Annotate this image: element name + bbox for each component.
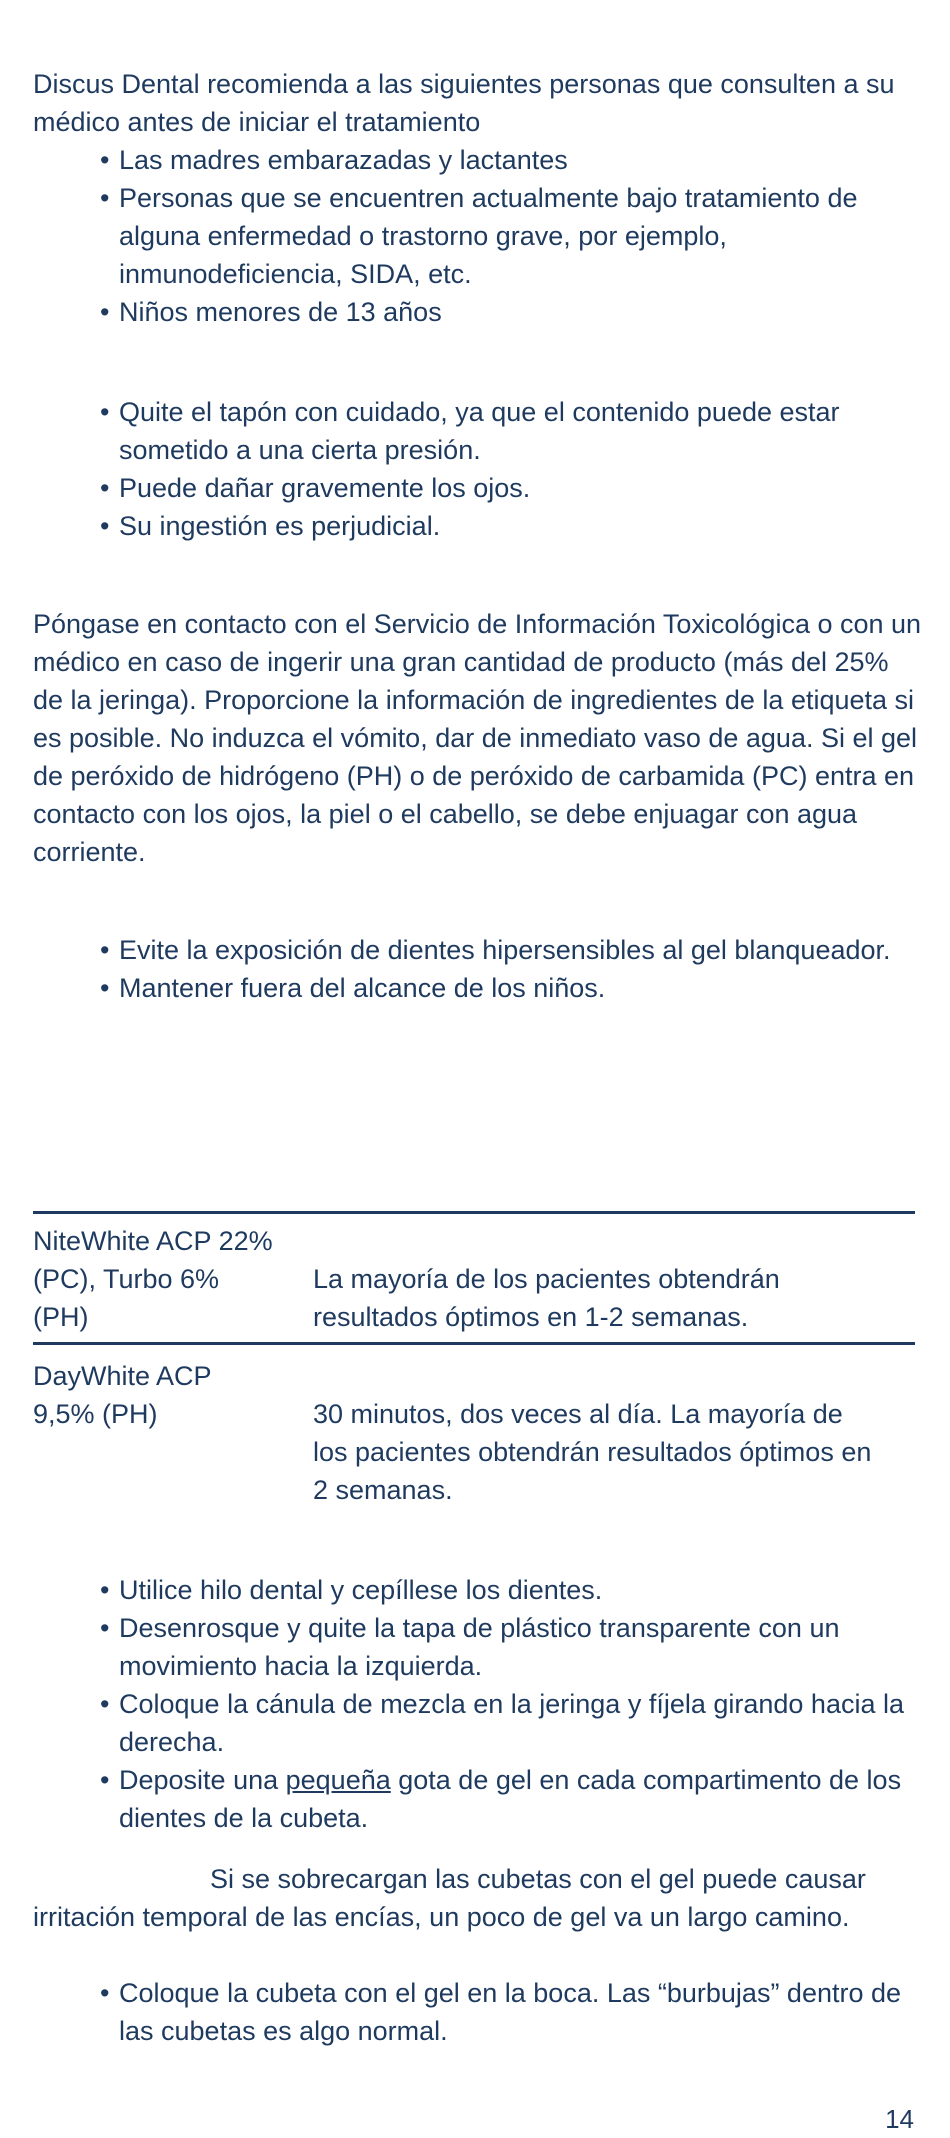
list-item-deposit [100,1761,920,1837]
page-number: 14 [885,2104,914,2134]
table-top-rule [33,1211,915,1214]
list-item: • Quite el tapón con cuidado, ya que el contenido puede estar sometido a una cierta presión. [100,393,920,469]
table-middle-rule [33,1342,915,1345]
table-product-cell: NiteWhite ACP 22% (PC), Turbo 6% (PH) [33,1226,273,1332]
list-item: • Las madres embarazadas y lactantes [100,141,920,179]
table-product-cell: DayWhite ACP 9,5% (PH) [33,1361,212,1429]
list-item: • Niños menores de 13 años [100,293,920,331]
overload-note: Si se sobrecargan las cubetas con el gel puede causar irritación temporal de las encías, un poco de gel va un largo camino. [33,1864,866,1932]
final-list [100,1974,920,2050]
list-item: • Coloque la cánula de mezcla en la jeringa y fíjela girando hacia la derecha. [100,1685,920,1761]
list-item: • Puede dañar gravemente los ojos. [100,469,920,507]
list-item: • Evite la exposición de dientes hipersensibles al gel blanqueador. [100,931,920,969]
table-description-cell: La mayoría de los pacientes obtendrán resultados óptimos en 1-2 semanas. [313,1264,780,1332]
list-item: • Mantener fuera del alcance de los niños. [100,969,920,1007]
intro-paragraph: Discus Dental recomienda a las siguientes personas que consulten a su médico antes de iniciar el tratamiento [33,69,895,137]
deposit-underlined-word: pequeña [285,1765,391,1795]
table-description-cell: 30 minutos, dos veces al día. La mayoría de los pacientes obtendrán resultados óptimos en 2 semanas. [313,1399,872,1505]
consult-list [100,141,920,331]
first-aid-paragraph: Póngase en contacto con el Servicio de Información Toxicológica o con un médico en caso de ingerir una gran cantidad de producto (más del 25% de la jeringa). Proporcione la información de ingredientes de la etiqueta si es posible. No induzca el vómito, dar de inmediato vaso de agua. Si el gel de peróxido de hidrógeno (PH) o de peróxido de carbamida (PC) entra en contacto con los ojos, la piel o el cabello, se debe enjuagar con agua corriente. [33,609,922,867]
precautions-list [100,931,920,1007]
deposit-text-before: Deposite una [119,1765,286,1795]
list-item: • Personas que se encuentren actualmente bajo tratamiento de alguna enfermedad o trastorno grave, por ejemplo, inmunodeficiencia, SIDA, etc. [100,179,920,293]
list-item: • Desenrosque y quite la tapa de plástico transparente con un movimiento hacia la izquierda. [100,1609,920,1685]
warnings-list [100,393,920,545]
list-item: • Su ingestión es perjudicial. [100,507,920,545]
list-item: • Utilice hilo dental y cepíllese los dientes. [100,1571,920,1609]
list-item: • Coloque la cubeta con el gel en la boca. Las “burbujas” dentro de las cubetas es algo normal. [100,1974,920,2050]
instructions-list [100,1571,920,1837]
deposit-text-after: gota de gel en cada compartimento de los dientes de la cubeta. [119,1765,902,1833]
